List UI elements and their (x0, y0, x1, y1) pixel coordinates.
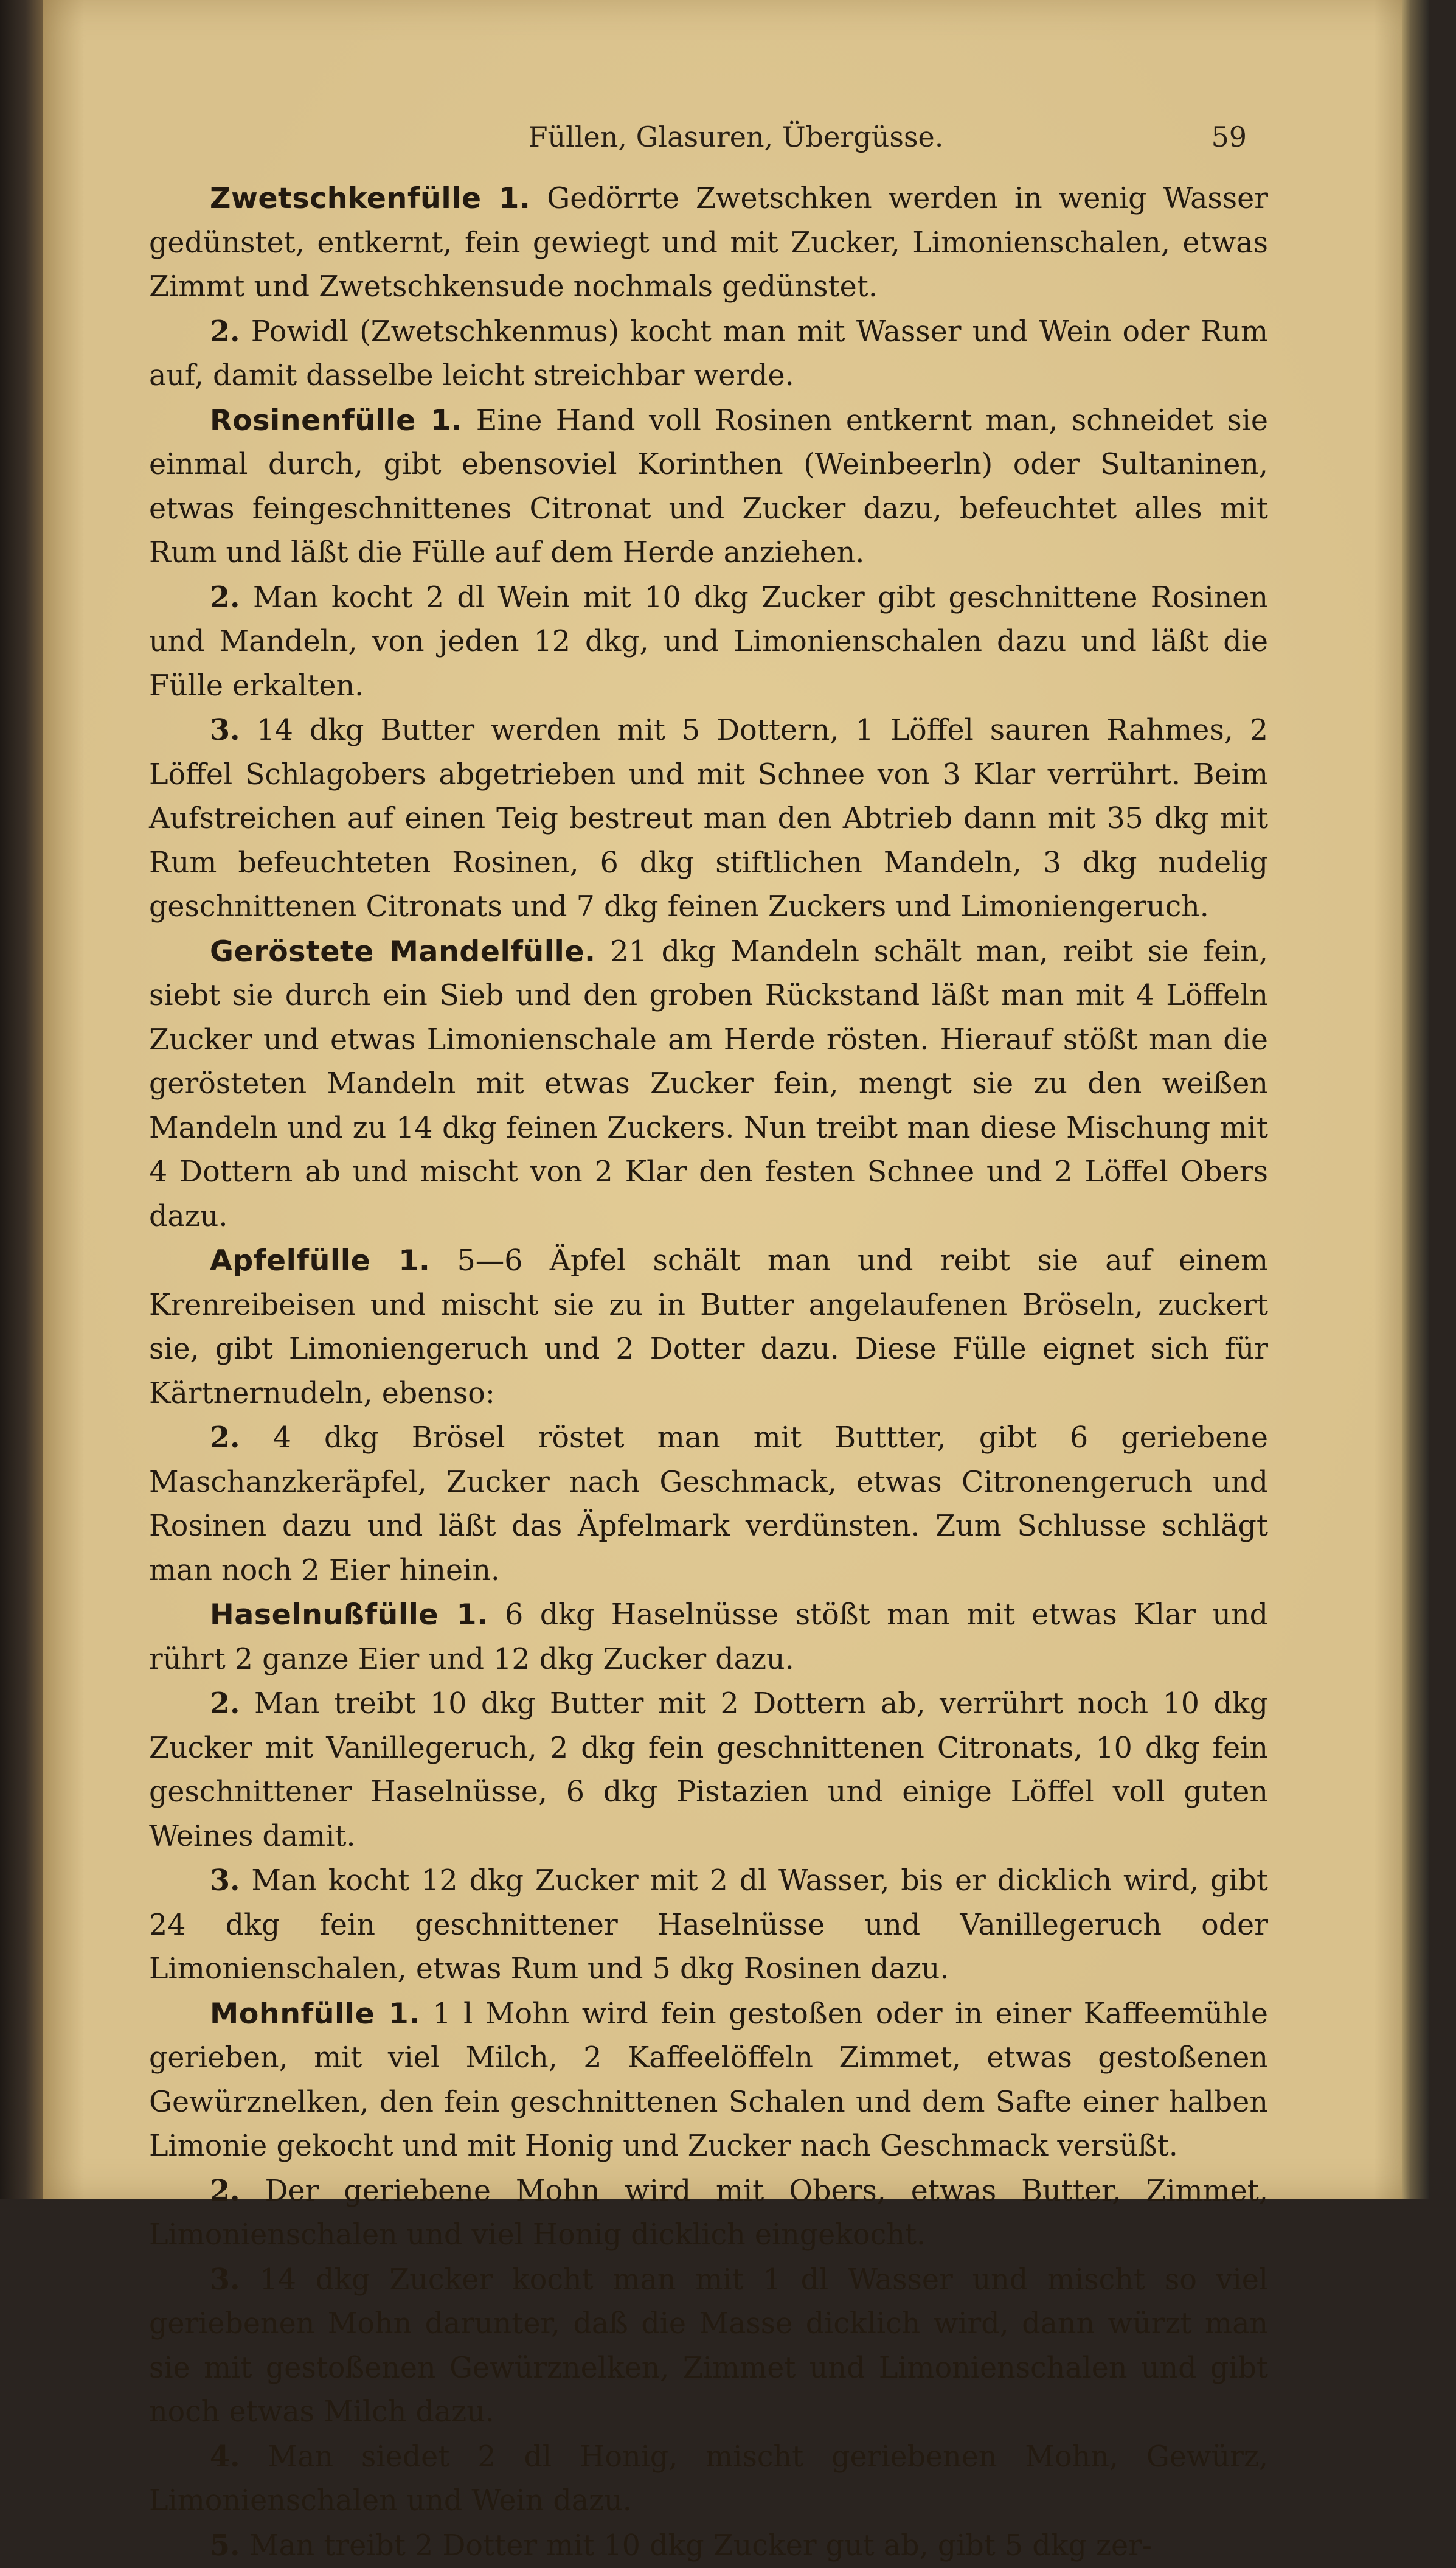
paragraph (149, 1682, 1268, 1859)
recipe-heading: Geröstete Mandelfülle. (210, 935, 596, 969)
paragraph-text: 14 dkg Zucker kocht man mit 1 dl Wasser und mischt so viel geriebenen Mohn darunter, daß die Masse dicklich wird, dann würzt man sie mit gestoßenen Gewürznelken, Zimmet und Limonienschalen und gibt noch etwas Milch dazu. (149, 2263, 1268, 2429)
body-text (149, 176, 1268, 2568)
variant-number: 3. (210, 713, 240, 747)
recipe-heading: Mohnfülle 1. (210, 1997, 420, 2031)
running-title: Füllen, Glasuren, Übergüsse. (43, 120, 1429, 153)
paragraph-text: Gedörrte Zwetschken werden in wenig Wasser gedünstet, entkernt, fein gewiegt und mit Zucker, Limonienschalen, etwas Zimmt und Zwetschkensude nochmals gedünstet. (149, 182, 1268, 304)
recipe-heading: Zwetschkenfülle 1. (210, 182, 530, 215)
paragraph-text: Man treibt 10 dkg Butter mit 2 Dottern ab, verrührt noch 10 dkg Zucker mit Vanillegeruch, 2 dkg fein geschnittenen Citronats, 10 dkg fein geschnittener Haselnüsse, 6 dkg Pistazien und einige Löffel voll guten Weines damit. (149, 1687, 1268, 1853)
paragraph (149, 576, 1268, 709)
variant-number: 2. (210, 1421, 240, 1455)
variant-number: 2. (210, 580, 240, 614)
paragraph-text: 1 l Mohn wird fein gestoßen oder in einer Kaffeemühle gerieben, mit viel Milch, 2 Kaffeelöffeln Zimmet, etwas gestoßenen Gewürznelken, den fein geschnittenen Schalen und dem Safte einer halben Limonie gekocht und mit Honig und Zucker nach Geschmack versüßt. (149, 1997, 1268, 2163)
paragraph-text: Eine Hand voll Rosinen entkernt man, schneidet sie einmal durch, gibt ebensoviel Korinthen (Weinbeerln) oder Sultaninen, etwas feingeschnittenes Citronat und Zucker dazu, befeuchtet alles mit Rum und läßt die Fülle auf dem Herde anziehen. (149, 404, 1268, 570)
paragraph (149, 398, 1268, 576)
paragraph (149, 310, 1268, 398)
recipe-heading: Apfelfülle 1. (210, 1244, 430, 1278)
page-right-edge (1402, 0, 1429, 2199)
paragraph (149, 2435, 1268, 2524)
recipe-heading: Rosinenfülle 1. (210, 404, 462, 437)
paragraph-text: 21 dkg Mandeln schält man, reibt sie fein, siebt sie durch ein Sieb und den groben Rückstand läßt man mit 4 Löffeln Zucker und etwas Limonienschale am Herde rösten. Hierauf stößt man die gerösteten Mandeln mit etwas Zucker fein, mengt sie zu den weißen Mandeln und zu 14 dkg feinen Zuckers. Nun treibt man diese Mischung mit 4 Dottern ab und mischt von 2 Klar den festen Schnee und 2 Löffel Obers dazu. (149, 935, 1268, 1233)
paragraph-text: 4 dkg Brösel röstet man mit Buttter, gibt 6 geriebene Maschanzkeräpfel, Zucker nach Geschmack, etwas Citronengeruch und Rosinen dazu und läßt das Äpfelmark verdünsten. Zum Schlusse schlägt man noch 2 Eier hinein. (149, 1421, 1268, 1587)
variant-number: 5. (210, 2528, 240, 2563)
paragraph (149, 2524, 1268, 2568)
paragraph-text: 6 dkg Haselnüsse stößt man mit etwas Klar und rührt 2 ganze Eier und 12 dkg Zucker dazu. (149, 1598, 1268, 1676)
paragraph (149, 1992, 1268, 2169)
running-header (43, 120, 1429, 163)
variant-number: 2. (210, 1686, 240, 1721)
paragraph-text: Man siedet 2 dl Honig, mischt geriebenen Mohn, Gewürz, Limonienschalen und Wein dazu. (149, 2440, 1268, 2518)
paragraph-text: Man treibt 2 Dotter mit 10 dkg Zucker gut ab, gibt 5 dkg zer- (240, 2529, 1152, 2563)
variant-number: 2. (210, 315, 240, 349)
paragraph (149, 930, 1268, 1239)
paragraph (149, 1416, 1268, 1593)
paragraph (149, 1593, 1268, 1682)
variant-number: 3. (210, 2263, 240, 2297)
variant-number: 4. (210, 2440, 240, 2474)
page-number: 59 (1211, 120, 1247, 153)
paragraph-text: Man kocht 12 dkg Zucker mit 2 dl Wasser, bis er dicklich wird, gibt 24 dkg fein geschnittener Haselnüsse und Vanillegeruch oder Limonienschalen, etwas Rum und 5 dkg Rosinen dazu. (149, 1864, 1268, 1986)
paragraph (149, 1239, 1268, 1416)
variant-number: 2. (210, 2174, 240, 2208)
paragraph-text: Der geriebene Mohn wird mit Obers, etwas Butter, Zimmet, Limonienschalen und viel Honig dicklich eingekocht. (149, 2174, 1268, 2252)
recipe-heading: Haselnußfülle 1. (210, 1598, 488, 1632)
paragraph-text: Powidl (Zwetschkenmus) kocht man mit Wasser und Wein oder Rum auf, damit dasselbe leicht streichbar werde. (149, 315, 1268, 393)
paragraph-text: 14 dkg Butter werden mit 5 Dottern, 1 Löffel sauren Rahmes, 2 Löffel Schlagobers abgetrieben und mit Schnee von 3 Klar verrührt. Beim Aufstreichen auf einen Teig bestreut man den Abtrieb dann mit 35 dkg mit Rum befeuchteten Rosinen, 6 dkg stiftlichen Mandeln, 3 dkg nudelig geschnittenen Citronats und 7 dkg feinen Zuckers und Limoniengeruch. (149, 714, 1268, 924)
paragraph (149, 708, 1268, 930)
book-spine-edge (0, 0, 43, 2199)
book-page (43, 0, 1429, 2199)
paragraph-text: Man kocht 2 dl Wein mit 10 dkg Zucker gibt geschnittene Rosinen und Mandeln, von jeden 12 dkg, und Limonienschalen dazu und läßt die Fülle erkalten. (149, 581, 1268, 703)
paragraph (149, 2258, 1268, 2435)
variant-number: 3. (210, 1863, 240, 1898)
paragraph-text: 5—6 Äpfel schält man und reibt sie auf einem Krenreibeisen und mischt sie zu in Butter angelaufenen Bröseln, zuckert sie, gibt Limoniengeruch und 2 Dotter dazu. Diese Fülle eignet sich für Kärtnernudeln, ebenso: (149, 1244, 1268, 1410)
paragraph (149, 2169, 1268, 2258)
paragraph (149, 1859, 1268, 1992)
paragraph (149, 176, 1268, 310)
